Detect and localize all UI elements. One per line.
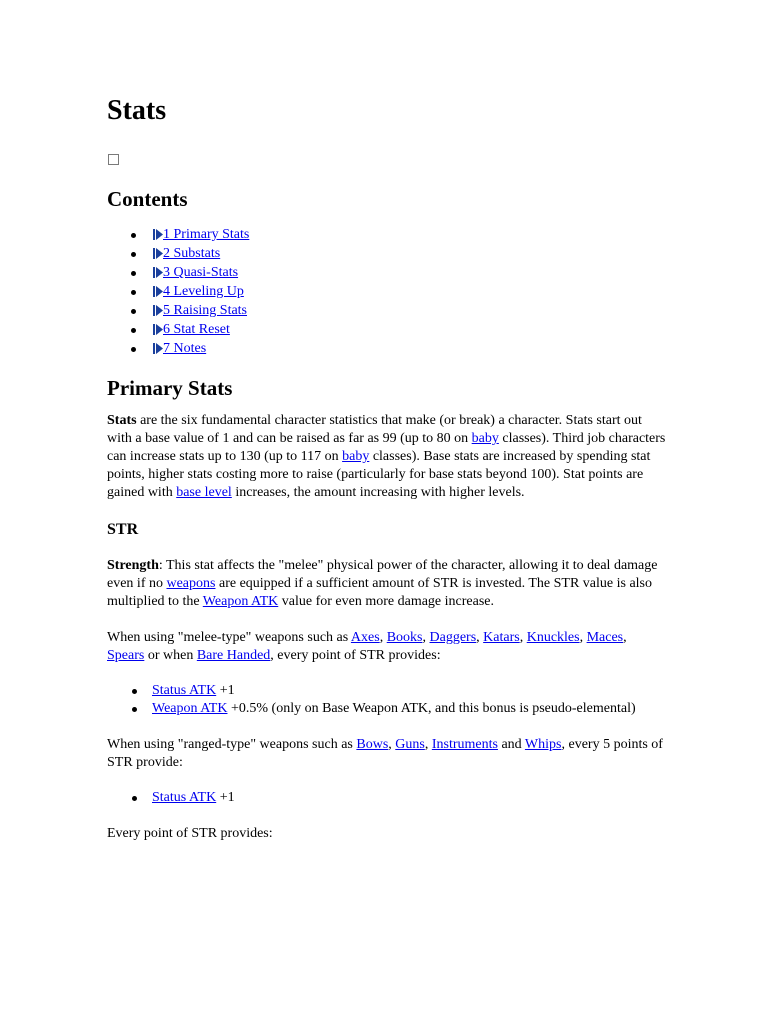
list-item: Weapon ATK +0.5% (only on Base Weapon ATK, and this bonus is pseudo-elemental)	[107, 700, 667, 718]
instruments-link[interactable]: Instruments	[431, 737, 498, 752]
page-title: Stats	[107, 95, 167, 126]
article	[107, 95, 667, 843]
bare-handed-link[interactable]: Bare Handed	[196, 648, 271, 663]
ranged-bonus-list	[107, 789, 667, 807]
weapons-link[interactable]: weapons	[166, 576, 216, 591]
section-heading-str: STR	[107, 521, 139, 538]
section-heading-primary-stats: Primary Stats	[107, 376, 233, 400]
play-arrow-icon	[153, 305, 163, 316]
guns-link[interactable]: Guns	[395, 737, 425, 752]
melee-weapons-paragraph: When using "melee-type" weapons such as Axes, Books, Daggers, Katars, Knuckles, Maces, Spears or when Bare Handed, every point of STR provides:	[107, 630, 627, 663]
play-arrow-icon	[153, 343, 163, 354]
baby-link[interactable]: baby	[471, 431, 499, 446]
knuckles-link[interactable]: Knuckles	[526, 630, 580, 645]
weapon-atk-link[interactable]: Weapon ATK	[152, 701, 228, 716]
toc-item	[107, 301, 667, 320]
toc-item	[107, 282, 667, 301]
maces-link[interactable]: Maces	[586, 630, 624, 645]
weapon-atk-link[interactable]: Weapon ATK	[202, 594, 279, 609]
play-arrow-icon	[153, 324, 163, 335]
list-item: Status ATK +1	[107, 789, 667, 807]
toc-link-raising-stats[interactable]: 5 Raising Stats	[163, 303, 248, 318]
contents-heading: Contents	[107, 187, 188, 211]
every-point-paragraph: Every point of STR provides:	[107, 826, 273, 841]
play-arrow-icon	[153, 229, 163, 240]
toc-item	[107, 244, 667, 263]
toc-link-quasi-stats[interactable]: 3 Quasi-Stats	[163, 265, 239, 280]
play-arrow-icon	[153, 286, 163, 297]
toc-item	[107, 225, 667, 244]
baby-link[interactable]: baby	[342, 449, 370, 464]
bows-link[interactable]: Bows	[356, 737, 389, 752]
melee-bonus-list	[107, 682, 667, 718]
whips-link[interactable]: Whips	[524, 737, 562, 752]
toc-item	[107, 339, 667, 358]
daggers-link[interactable]: Daggers	[429, 630, 477, 645]
status-atk-link[interactable]: Status ATK	[152, 790, 217, 805]
play-arrow-icon	[153, 267, 163, 278]
status-atk-link[interactable]: Status ATK	[152, 683, 217, 698]
toc-link-primary-stats[interactable]: 1 Primary Stats	[163, 227, 250, 242]
stats-intro-paragraph: Stats are the six fundamental character statistics that make (or break) a character. Stats start out with a base value of 1 and can be raised as far as 99 (up to 80 on baby classes). Third job characters can increase stats up to 130 (up to 117 on baby classes). Base stats are increased by spending stat points, higher stats costing more to raise (particularly for base stats beyond 100). Stat points are gained with base level increases, the amount increasing with higher levels.	[107, 413, 666, 500]
books-link[interactable]: Books	[386, 630, 423, 645]
list-item: Status ATK +1	[107, 682, 667, 700]
toc-link-stat-reset[interactable]: 6 Stat Reset	[163, 322, 230, 337]
table-of-contents	[107, 225, 667, 358]
toc-item	[107, 320, 667, 339]
ranged-weapons-paragraph: When using "ranged-type" weapons such as Bows, Guns, Instruments and Whips, every 5 points of STR provide:	[107, 737, 663, 770]
toc-link-leveling-up[interactable]: 4 Leveling Up	[163, 284, 244, 299]
toc-link-substats[interactable]: 2 Substats	[163, 246, 221, 261]
axes-link[interactable]: Axes	[350, 630, 380, 645]
toc-item	[107, 263, 667, 282]
katars-link[interactable]: Katars	[483, 630, 520, 645]
base-level-link[interactable]: base level	[176, 485, 232, 500]
checkbox-icon[interactable]	[108, 154, 119, 165]
play-arrow-icon	[153, 248, 163, 259]
spears-link[interactable]: Spears	[107, 648, 145, 663]
toc-link-notes[interactable]: 7 Notes	[163, 341, 207, 356]
strength-paragraph: Strength: This stat affects the "melee" physical power of the character, allowing it to deal damage even if no weapons are equipped if a sufficient amount of STR is invested. The STR value is also multiplied to the Weapon ATK value for even more damage increase.	[107, 558, 658, 609]
